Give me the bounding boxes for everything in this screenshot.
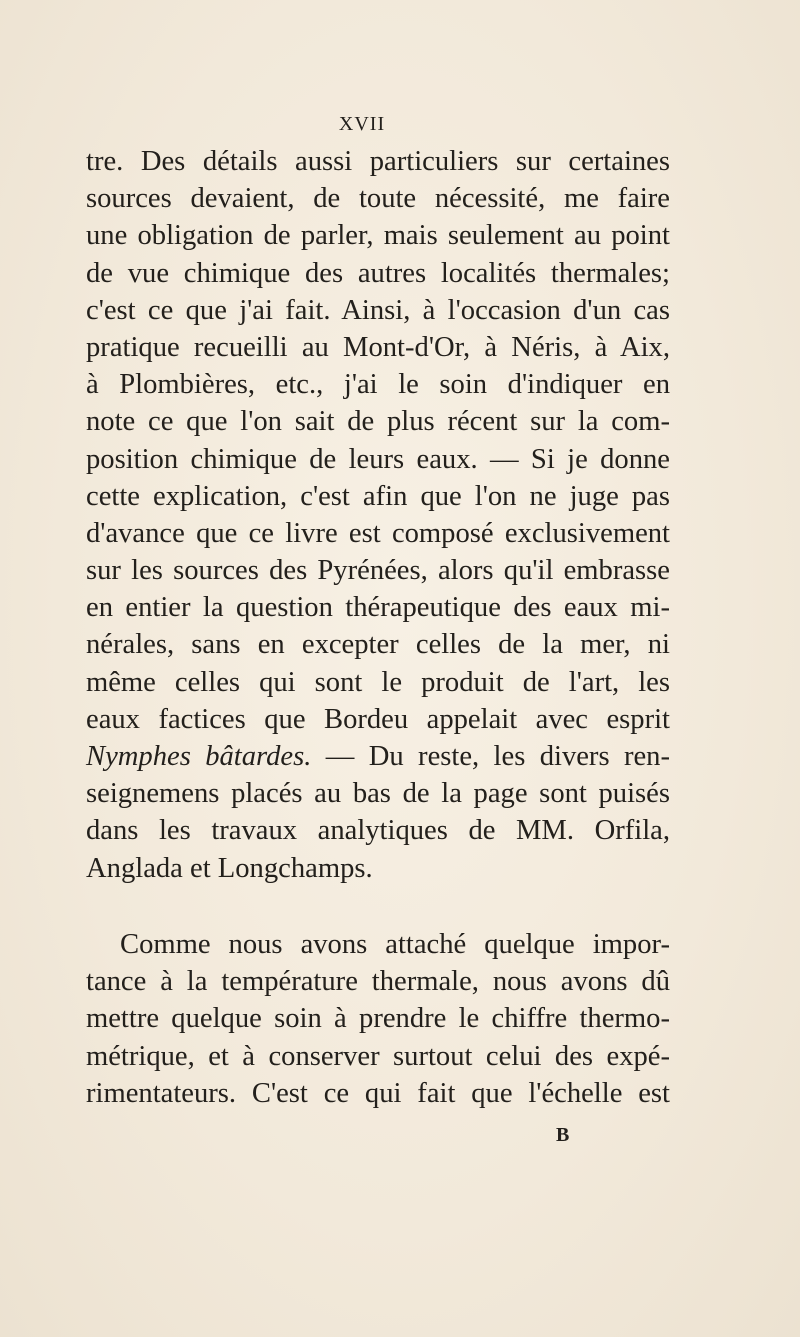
text-line: d'avance que ce livre est composé exclusivement bbox=[86, 517, 670, 549]
text-line: Anglada et Longchamps. bbox=[86, 852, 373, 884]
text-line: Comme nous avons attaché quelque impor- bbox=[120, 929, 670, 960]
text-line: cette explication, c'est afin que l'on ne juge pas bbox=[86, 480, 670, 512]
text-line: de vue chimique des autres localités thermales; bbox=[86, 257, 670, 289]
text-line: rimentateurs. C'est ce qui fait que l'échelle est bbox=[86, 1077, 670, 1109]
text-line: seignemens placés au bas de la page sont puisés bbox=[86, 778, 670, 810]
text-line: métrique, et à conserver surtout celui des expé- bbox=[86, 1040, 670, 1072]
text-line: tance à la température thermale, nous avons dû bbox=[86, 966, 670, 998]
text-line: position chimique de leurs eaux. — Si je donne bbox=[86, 443, 670, 475]
page-number: XVII bbox=[338, 113, 386, 135]
italic-phrase: Nymphes bâtardes. bbox=[86, 741, 312, 772]
text-line: même celles qui sont le produit de l'art, les bbox=[86, 666, 670, 698]
text-line: à Plombières, etc., j'ai le soin d'indiquer en bbox=[86, 369, 670, 401]
paragraph-2 bbox=[86, 926, 670, 1112]
text-line-mixed bbox=[86, 738, 670, 775]
text-line: pratique recueilli au Mont-d'Or, à Néris, à Aix, bbox=[86, 331, 670, 363]
text-line: nérales, sans en excepter celles de la mer, ni bbox=[86, 629, 670, 661]
text-line: sources devaient, de toute nécessité, me faire bbox=[86, 183, 670, 215]
text-line: une obligation de parler, mais seulement au point bbox=[86, 220, 670, 252]
text-line: mettre quelque soin à prendre le chiffre thermo- bbox=[86, 1003, 670, 1035]
text-line: tre. Des détails aussi particuliers sur certaines bbox=[86, 146, 670, 177]
text-line: en entier la question thérapeutique des eaux mi- bbox=[86, 592, 670, 624]
text-line: sur les sources des Pyrénées, alors qu'il embrasse bbox=[86, 555, 670, 587]
paragraph-1 bbox=[86, 143, 670, 887]
text-line: note ce que l'on sait de plus récent sur la com- bbox=[86, 406, 670, 438]
text-line: eaux factices que Bordeu appelait avec esprit bbox=[86, 703, 670, 735]
text-segment: — Du reste, les divers ren- bbox=[311, 741, 670, 772]
signature-mark: B bbox=[556, 1124, 570, 1146]
text-line: dans les travaux analytiques de MM. Orfila, bbox=[86, 815, 670, 847]
text-line: c'est ce que j'ai fait. Ainsi, à l'occasion d'un cas bbox=[86, 294, 670, 326]
